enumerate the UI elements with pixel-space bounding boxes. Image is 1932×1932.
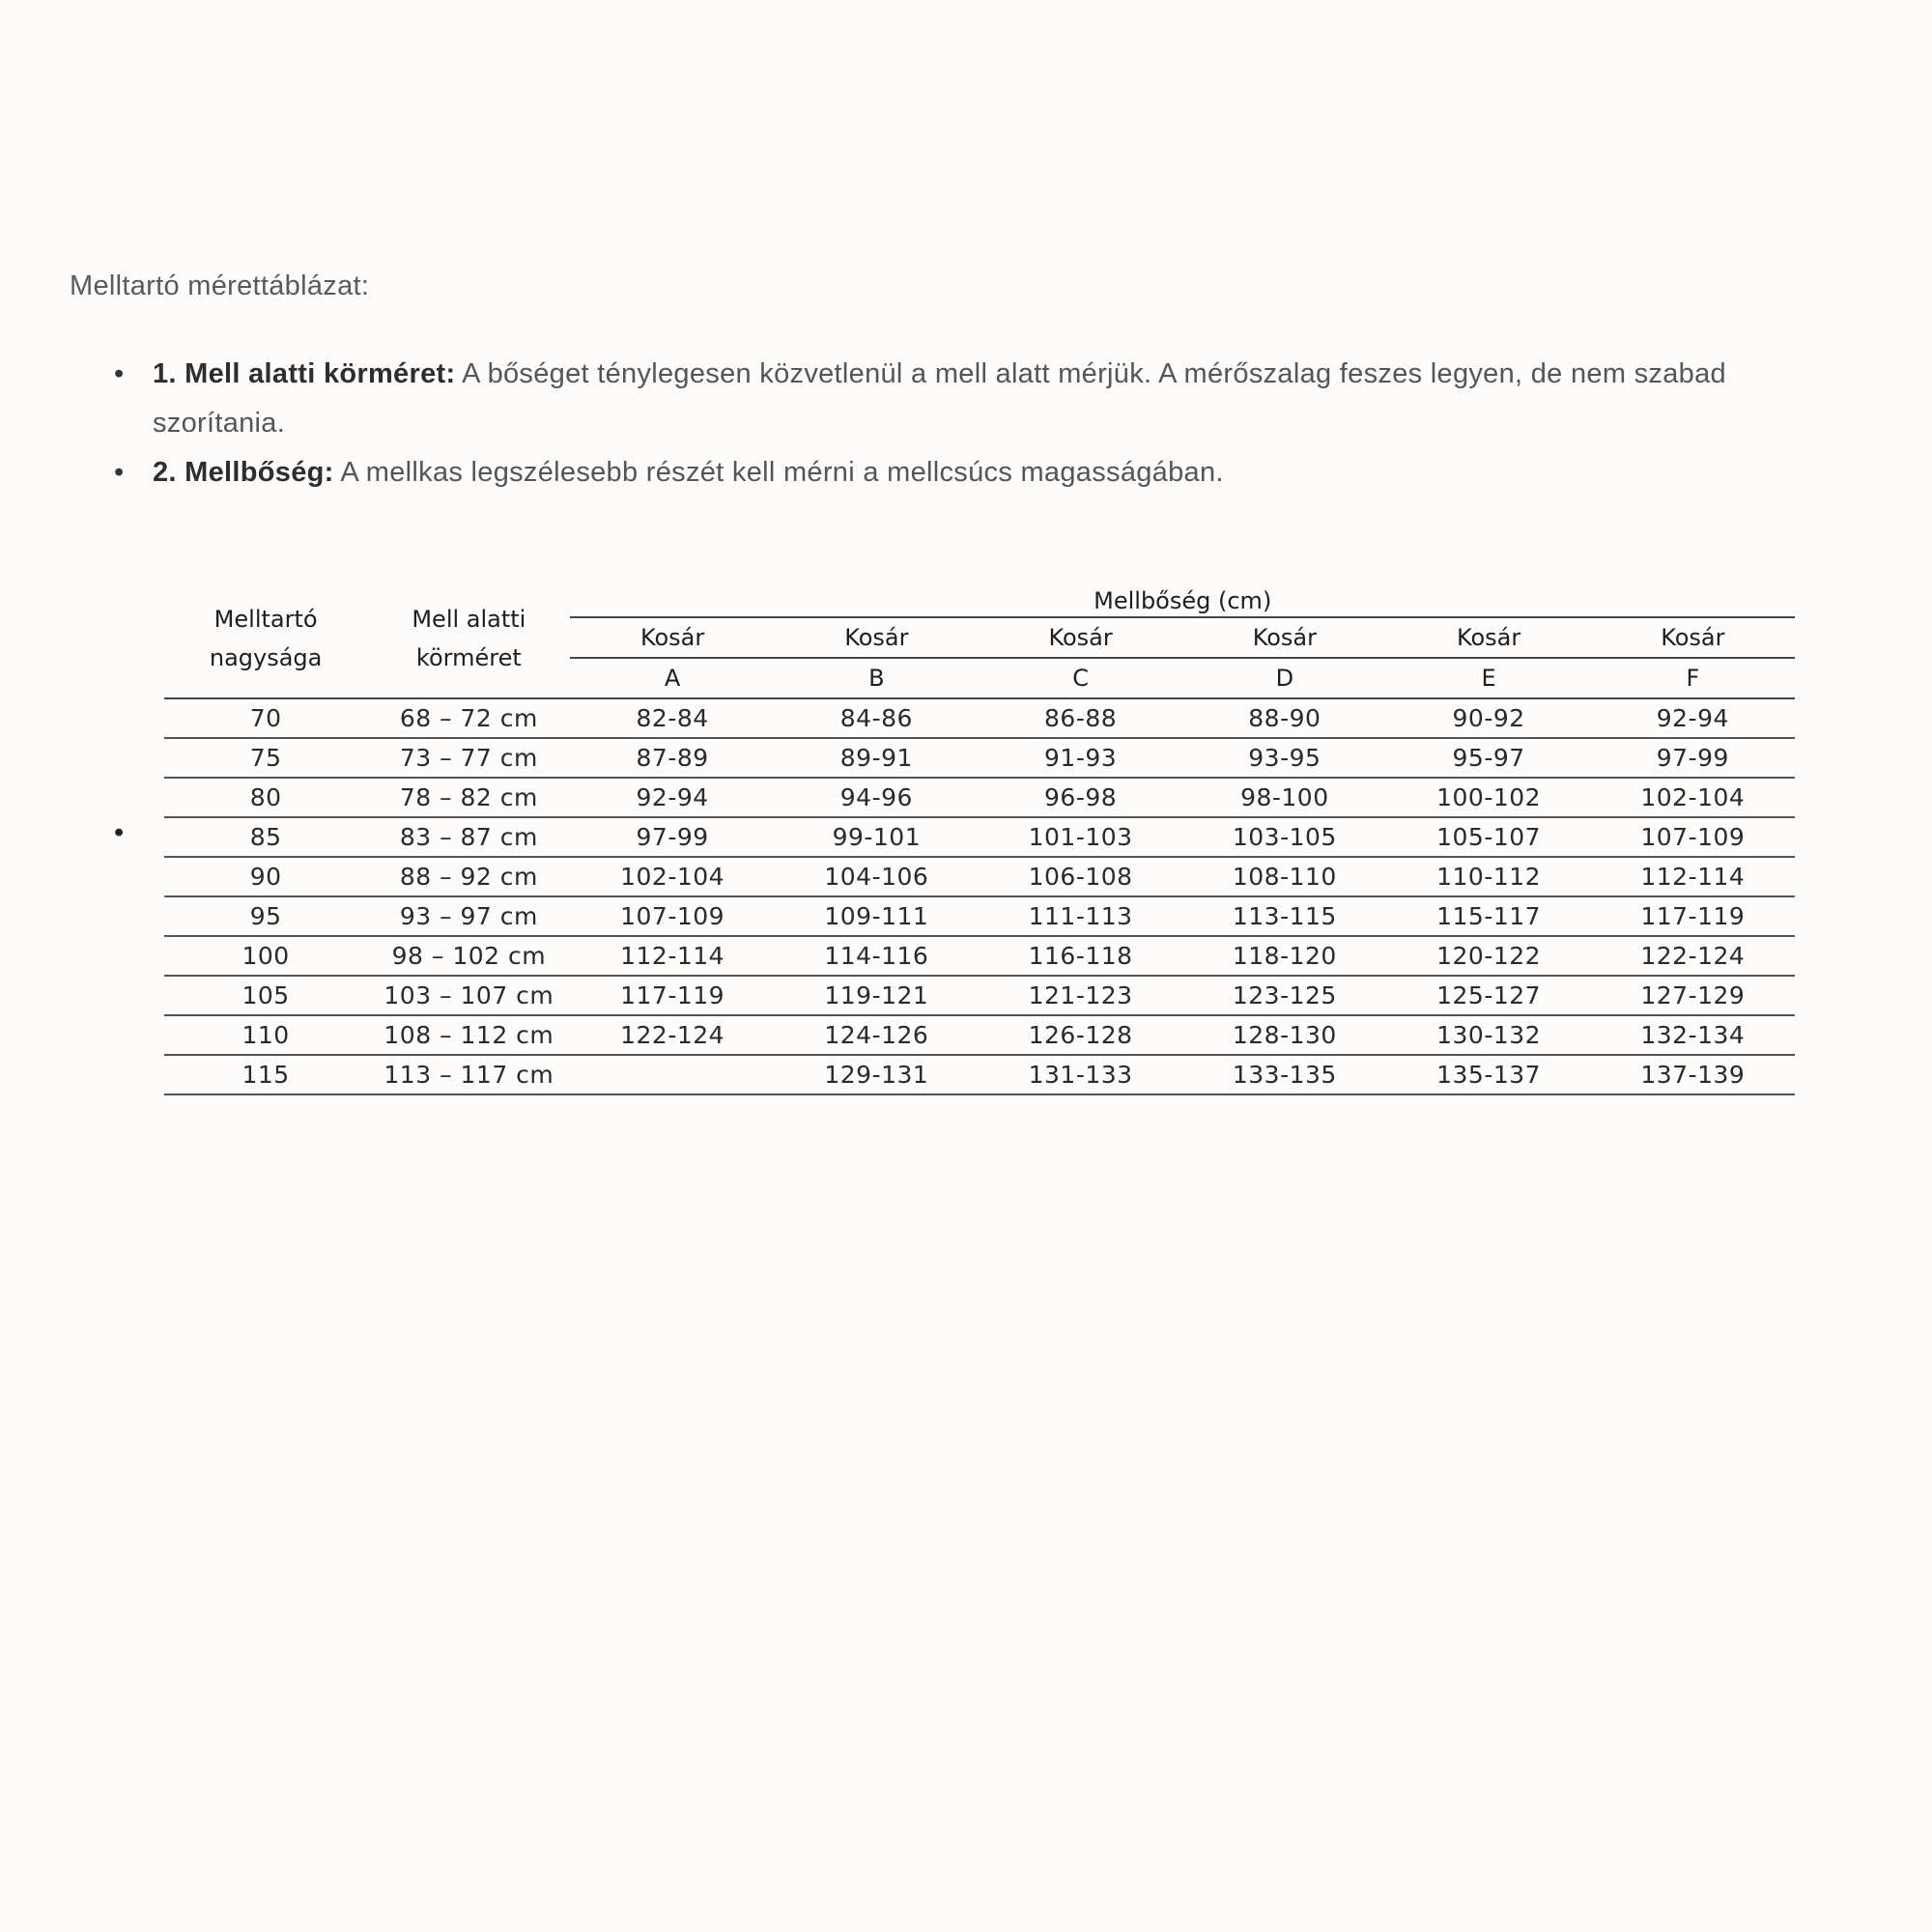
cell-bust-range: 102-104 (1591, 778, 1795, 817)
cell-bust-range: 88-90 (1182, 698, 1386, 738)
cell-bust-range: 90-92 (1386, 698, 1590, 738)
header-bust-group: Mellbőség (cm) (570, 580, 1795, 617)
cell-bra-size: 115 (164, 1055, 367, 1094)
header-cup-letter: C (979, 658, 1182, 698)
cell-bust-range: 97-99 (570, 817, 774, 857)
cell-bust-range: 112-114 (570, 936, 774, 976)
cell-bust-range: 96-98 (979, 778, 1182, 817)
header-cup-word: Kosár (570, 617, 774, 658)
cell-bust-range: 135-137 (1386, 1055, 1590, 1094)
table-row (164, 1055, 1795, 1094)
table-row (164, 778, 1795, 817)
cell-bust-range: 118-120 (1182, 936, 1386, 976)
cell-bust-range: 124-126 (775, 1015, 979, 1055)
header-bra-size-line1: Melltartó (213, 606, 318, 633)
header-cup-letter: E (1386, 658, 1590, 698)
cell-bust-range: 86-88 (979, 698, 1182, 738)
cell-bust-range: 91-93 (979, 738, 1182, 778)
cell-bust-range: 116-118 (979, 936, 1182, 976)
cell-bust-range: 109-111 (775, 896, 979, 936)
cell-bust-range: 99-101 (775, 817, 979, 857)
cell-underbust: 78 – 82 cm (367, 778, 570, 817)
cell-bra-size: 110 (164, 1015, 367, 1055)
table-row (164, 738, 1795, 778)
cell-bust-range: 119-121 (775, 976, 979, 1015)
cell-bra-size: 70 (164, 698, 367, 738)
cell-underbust: 68 – 72 cm (367, 698, 570, 738)
instruction-item (114, 448, 1824, 497)
cell-bust-range: 103-105 (1182, 817, 1386, 857)
header-cup-letter: B (775, 658, 979, 698)
header-cup-word: Kosár (979, 617, 1182, 658)
cell-bra-size: 95 (164, 896, 367, 936)
cell-bust-range: 84-86 (775, 698, 979, 738)
cell-bust-range: 133-135 (1182, 1055, 1386, 1094)
header-underbust (367, 580, 570, 698)
cell-bra-size: 105 (164, 976, 367, 1015)
cell-bust-range: 107-109 (1591, 817, 1795, 857)
cell-bust-range: 126-128 (979, 1015, 1182, 1055)
cell-underbust: 103 – 107 cm (367, 976, 570, 1015)
cell-bust-range: 92-94 (570, 778, 774, 817)
cell-bust-range: 108-110 (1182, 857, 1386, 896)
cell-bust-range: 121-123 (979, 976, 1182, 1015)
header-bra-size (164, 580, 367, 698)
cell-bust-range: 100-102 (1386, 778, 1590, 817)
cell-bust-range: 97-99 (1591, 738, 1795, 778)
cell-bust-range: 111-113 (979, 896, 1182, 936)
cell-bust-range: 92-94 (1591, 698, 1795, 738)
table-row (164, 857, 1795, 896)
cell-underbust: 73 – 77 cm (367, 738, 570, 778)
cell-bust-range: 114-116 (775, 936, 979, 976)
instruction-text: A bőséget ténylegesen közvetlenül a mell alatt mérjük. A mérőszalag feszes legyen, de nem szabad szorítania. (153, 358, 1726, 439)
cell-bra-size: 75 (164, 738, 367, 778)
cell-bust-range: 117-119 (570, 976, 774, 1015)
bra-size-table (164, 580, 1795, 1095)
cell-bust-range: 93-95 (1182, 738, 1386, 778)
bullet-symbol: • (114, 457, 125, 488)
table-row (164, 817, 1795, 857)
bullet-symbol: • (114, 358, 125, 389)
cell-bra-size: 80 (164, 778, 367, 817)
cell-bust-range: 107-109 (570, 896, 774, 936)
cell-bra-size: 85 (164, 817, 367, 857)
cell-bust-range: 117-119 (1591, 896, 1795, 936)
cell-bust-range: 87-89 (570, 738, 774, 778)
cell-bust-range: 120-122 (1386, 936, 1590, 976)
header-cup-letter: D (1182, 658, 1386, 698)
table-row (164, 1015, 1795, 1055)
cell-bust-range: 104-106 (775, 857, 979, 896)
cell-bust-range: 125-127 (1386, 976, 1590, 1015)
cell-underbust: 93 – 97 cm (367, 896, 570, 936)
measurement-instructions (114, 350, 1824, 497)
cell-bust-range: 106-108 (979, 857, 1182, 896)
cell-bust-range: 101-103 (979, 817, 1182, 857)
cell-bust-range: 131-133 (979, 1055, 1182, 1094)
cell-bust-range: 82-84 (570, 698, 774, 738)
cell-bust-range: 95-97 (1386, 738, 1590, 778)
header-cup-word: Kosár (1386, 617, 1590, 658)
instruction-text: A mellkas legszélesebb részét kell mérni a mellcsúcs magasságában. (333, 457, 1224, 488)
cell-bra-size: 90 (164, 857, 367, 896)
cell-bust-range: 105-107 (1386, 817, 1590, 857)
header-cup-word: Kosár (1591, 617, 1795, 658)
table-row (164, 936, 1795, 976)
cell-underbust: 88 – 92 cm (367, 857, 570, 896)
table-row (164, 976, 1795, 1015)
cell-bra-size: 100 (164, 936, 367, 976)
cell-underbust: 83 – 87 cm (367, 817, 570, 857)
cell-bust-range: 132-134 (1591, 1015, 1795, 1055)
cell-bust-range: 122-124 (570, 1015, 774, 1055)
header-cup-word: Kosár (775, 617, 979, 658)
cell-bust-range: 130-132 (1386, 1015, 1590, 1055)
cell-bust-range: 127-129 (1591, 976, 1795, 1015)
cell-bust-range: 137-139 (1591, 1055, 1795, 1094)
bullet-symbol: • (114, 817, 125, 848)
cell-bust-range: 89-91 (775, 738, 979, 778)
cell-bust-range: 94-96 (775, 778, 979, 817)
cell-bust-range: 115-117 (1386, 896, 1590, 936)
instruction-label: 1. Mell alatti körméret: (153, 358, 456, 389)
instruction-item (114, 350, 1824, 448)
cell-bust-range: 122-124 (1591, 936, 1795, 976)
cell-bust-range: 129-131 (775, 1055, 979, 1094)
table-row (164, 896, 1795, 936)
cell-bust-range: 113-115 (1182, 896, 1386, 936)
cell-bust-range: 110-112 (1386, 857, 1590, 896)
header-cup-letter: A (570, 658, 774, 698)
cell-bust-range: 102-104 (570, 857, 774, 896)
header-underbust-line1: Mell alatti (412, 606, 526, 633)
cell-underbust: 108 – 112 cm (367, 1015, 570, 1055)
cell-bust-range (570, 1055, 774, 1094)
header-cup-word: Kosár (1182, 617, 1386, 658)
cell-bust-range: 112-114 (1591, 857, 1795, 896)
cell-bust-range: 128-130 (1182, 1015, 1386, 1055)
header-bra-size-line2: nagysága (209, 644, 323, 671)
cell-bust-range: 123-125 (1182, 976, 1386, 1015)
table-row (164, 698, 1795, 738)
header-cup-letter: F (1591, 658, 1795, 698)
instruction-label: 2. Mellbőség: (153, 457, 334, 488)
cell-underbust: 113 – 117 cm (367, 1055, 570, 1094)
cell-underbust: 98 – 102 cm (367, 936, 570, 976)
cell-bust-range: 98-100 (1182, 778, 1386, 817)
intro-text: Melltartó mérettáblázat: (70, 270, 370, 301)
header-underbust-line2: körméret (415, 644, 522, 671)
